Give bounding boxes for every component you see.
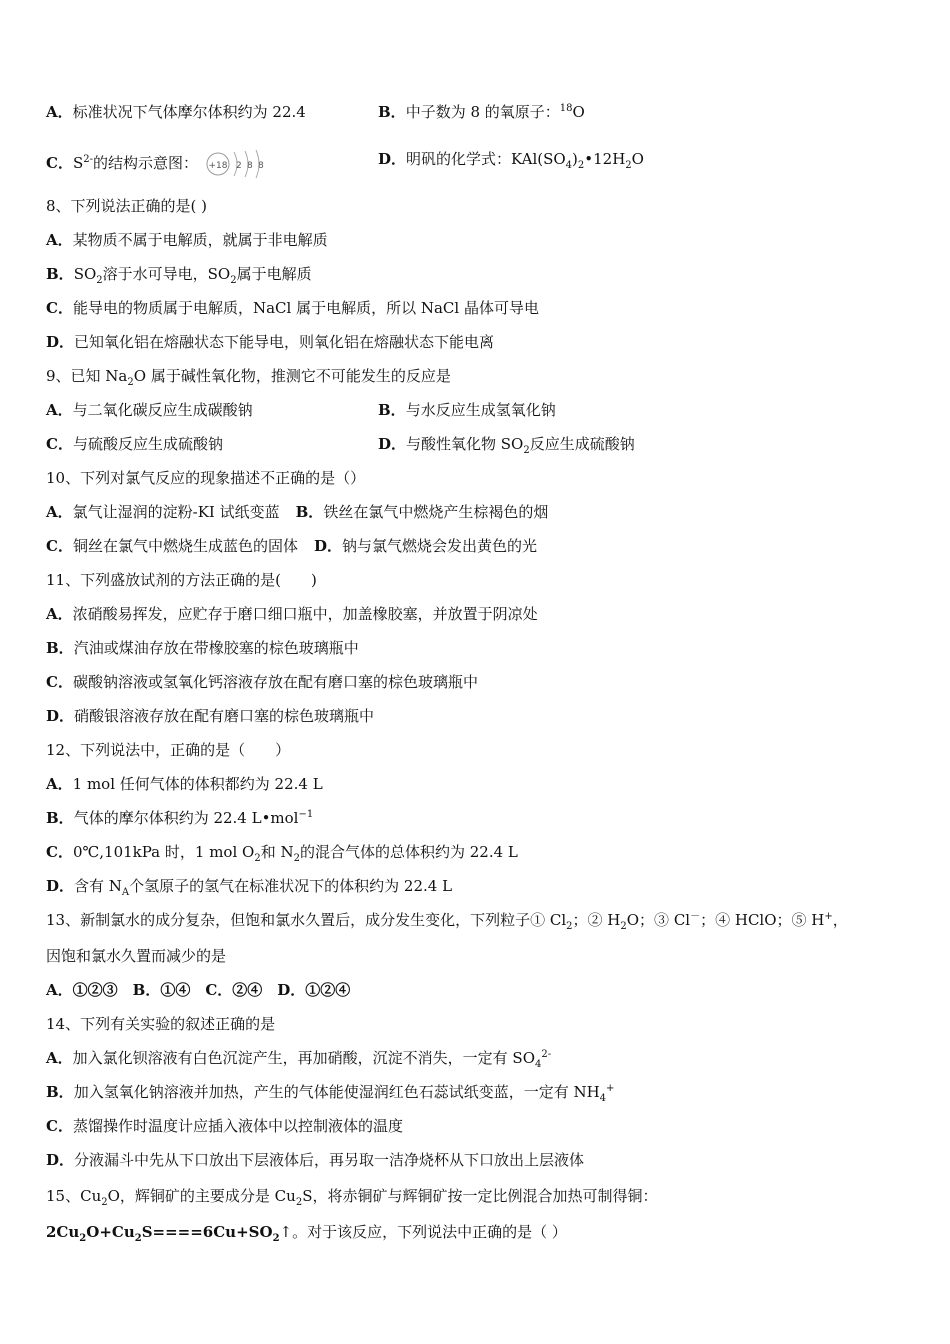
q8-option-a: A．某物质不属于电解质，就属于非电解质 (46, 231, 328, 249)
q9-option-a: A．与二氧化碳反应生成碳酸钠 (46, 401, 253, 419)
atom-shell-1: 2 (236, 161, 242, 171)
atom-shell-3: 8 (258, 161, 264, 171)
q7-option-b: B．中子数为 8 的氧原子：$^{18}$O (378, 103, 585, 121)
atom-structure-diagram (204, 146, 270, 182)
q14-option-a: A．加入氯化钡溶液有白色沉淀产生，再加硝酸，沉淀不消失，一定有 $SO_4^{2-}$ (46, 1049, 552, 1070)
q7-option-d: D．明矾的化学式：$KAl(SO_4)_2•12H_2O$ (378, 150, 644, 171)
atom-nucleus: +18 (208, 161, 228, 171)
q10-options-cd: C．铜丝在氯气中燃烧生成蓝色的固体 D．钠与氯气燃烧会发出黄色的光 (46, 537, 537, 555)
q8-stem: 8、下列说法正确的是( ) (46, 197, 208, 215)
q9-option-b: B．与水反应生成氢氧化钠 (378, 401, 556, 419)
q14-option-d: D．分液漏斗中先从下口放出下层液体后，再另取一洁净烧杯从下口放出上层液体 (46, 1151, 585, 1169)
q12-option-a: A．1 mol 任何气体的体积都约为 22.4 L (46, 775, 323, 793)
q9-option-c: C．与硫酸反应生成硫酸钠 (46, 435, 223, 453)
q12-stem: 12、下列说法中，正确的是（ ） (46, 741, 291, 759)
q8-option-d: D．已知氧化铝在熔融状态下能导电，则氧化铝在熔融状态下能电离 (46, 333, 495, 351)
q8-option-b: B．$SO_2$溶于水可导电，$SO_2$属于电解质 (46, 265, 312, 286)
q10-stem: 10、下列对氯气反应的现象描述不正确的是（） (46, 469, 366, 487)
q14-option-c: C．蒸馏操作时温度计应插入液体中以控制液体的温度 (46, 1117, 403, 1135)
q11-option-d: D．硝酸银溶液存放在配有磨口塞的棕色玻璃瓶中 (46, 707, 375, 725)
q11-option-b: B．汽油或煤油存放在带橡胶塞的棕色玻璃瓶中 (46, 639, 359, 657)
q14-option-b: B．加入氢氧化钠溶液并加热，产生的气体能使湿润红色石蕊试纸变蓝，一定有 $NH_4^+$ (46, 1083, 615, 1104)
q10-options-ab: A．氯气让湿润的淀粉-KI 试纸变蓝 B．铁丝在氯气中燃烧产生棕褐色的烟 (46, 503, 549, 521)
q13-options: A．①②③ B．①④ C．②④ D．①②④ (46, 981, 351, 999)
q15-equation: $2Cu_2O+Cu_2S====6Cu+SO_2↑$。对于该反应，下列说法中正确的是（ ） (46, 1223, 567, 1244)
q9-stem: 9、已知 $Na_2O$ 属于碱性氧化物，推测它不可能发生的反应是 (46, 367, 451, 388)
q12-option-d: D．含有 $N_A$个氢原子的氢气在标准状况下的体积约为 22.4 L (46, 877, 453, 898)
q12-option-b: B．气体的摩尔体积约为 22.4 L•mol$^{-1}$ (46, 809, 314, 827)
q11-option-c: C．碳酸钠溶液或氢氧化钙溶液存放在配有磨口塞的棕色玻璃瓶中 (46, 673, 478, 691)
q7-option-c: C．$S^{2-}$的结构示意图： +18 2 8 8 (46, 146, 270, 182)
atom-shell-2: 8 (247, 161, 253, 171)
q13-stem: 13、新制氯水的成分复杂，但饱和氯水久置后，成分发生变化，下列粒子① $Cl_2$；② $H_2O$；③ Cl－；④ HClO；⑤ H+， (46, 911, 848, 932)
q11-stem: 11、下列盛放试剂的方法正确的是( ) (46, 571, 317, 589)
q14-stem: 14、下列有关实验的叙述正确的是 (46, 1015, 276, 1033)
q15-stem: 15、$Cu_2O$，辉铜矿的主要成分是 $Cu_2S$，将赤铜矿与辉铜矿按一定比例混合加热可制得铜： (46, 1187, 658, 1208)
q11-option-a: A．浓硝酸易挥发，应贮存于磨口细口瓶中，加盖橡胶塞，并放置于阴凉处 (46, 605, 538, 623)
q9-option-d: D．与酸性氧化物 $SO_2$反应生成硫酸钠 (378, 435, 635, 456)
q7-option-a: A．标准状况下气体摩尔体积约为 22.4 (46, 103, 306, 121)
q12-option-c: C．0℃,101kPa 时，1 mol $O_2$和 $N_2$的混合气体的总体积约为 22.4 L (46, 843, 518, 864)
q13-stem-line2: 因饱和氯水久置而减少的是 (46, 947, 227, 965)
q8-option-c: C．能导电的物质属于电解质，NaCl 属于电解质，所以 NaCl 晶体可导电 (46, 299, 539, 317)
